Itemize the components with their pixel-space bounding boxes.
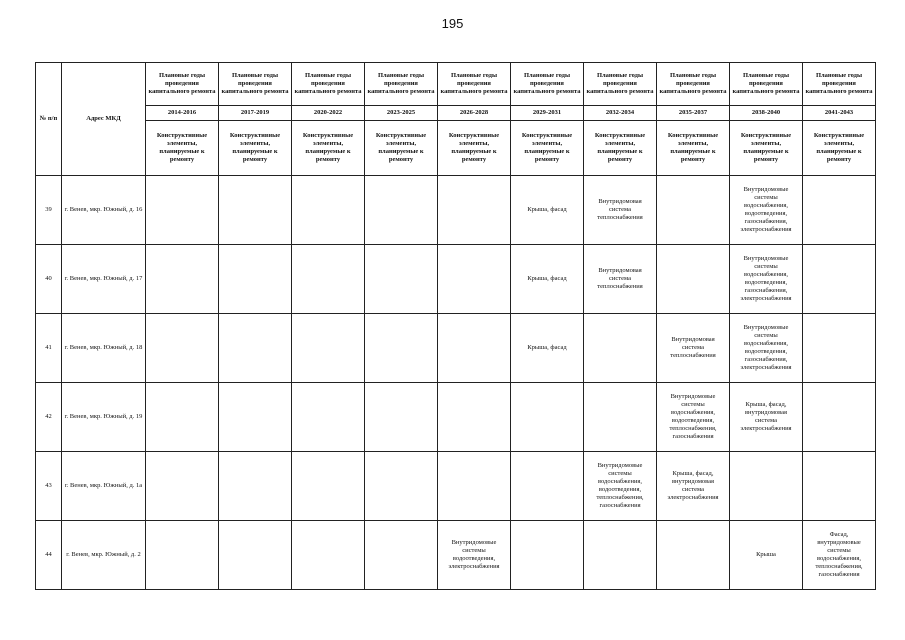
row-number: 40 (36, 245, 62, 314)
row-number: 41 (36, 314, 62, 383)
header-period-label: Плановые годы проведения капитального ремонта (657, 63, 730, 106)
schedule-cell (146, 245, 219, 314)
schedule-cell (219, 176, 292, 245)
row-address: г. Венев, мкр. Южный, д. 18 (62, 314, 146, 383)
schedule-cell (146, 176, 219, 245)
header-elements-label: Конструктивные элементы, планируемые к ремонту (584, 121, 657, 176)
schedule-cell: Крыша, фасад (511, 176, 584, 245)
table-row (36, 521, 876, 590)
header-period-label: Плановые годы проведения капитального ремонта (146, 63, 219, 106)
header-row-elements (36, 121, 876, 176)
schedule-cell (438, 245, 511, 314)
schedule-cell (146, 452, 219, 521)
schedule-cell (803, 314, 876, 383)
header-elements-label: Конструктивные элементы, планируемые к ремонту (803, 121, 876, 176)
header-elements-label: Конструктивные элементы, планируемые к ремонту (511, 121, 584, 176)
schedule-cell: Крыша (730, 521, 803, 590)
schedule-cell: Внутридомовые системы водоснабжения, водоотведения, теплоснабжения, газоснабжения (657, 383, 730, 452)
table-row (36, 314, 876, 383)
row-number: 43 (36, 452, 62, 521)
row-address: г. Венев, мкр. Южный, д. 17 (62, 245, 146, 314)
schedule-cell (292, 314, 365, 383)
header-years: 2023-2025 (365, 106, 438, 121)
schedule-cell (511, 452, 584, 521)
table-body (36, 176, 876, 590)
schedule-cell (219, 452, 292, 521)
header-elements-label: Конструктивные элементы, планируемые к ремонту (365, 121, 438, 176)
header-elements-label: Конструктивные элементы, планируемые к ремонту (657, 121, 730, 176)
schedule-cell (511, 383, 584, 452)
table-row (36, 245, 876, 314)
schedule-cell: Внутридомовые системы водоснабжения, водоотведения, газоснабжения, электроснабжения (730, 314, 803, 383)
schedule-cell (219, 521, 292, 590)
schedule-cell (292, 383, 365, 452)
schedule-cell (438, 452, 511, 521)
row-address: г. Венев, мкр. Южный, д. 19 (62, 383, 146, 452)
schedule-cell: Крыша, фасад, внутридомовая система электроснабжения (657, 452, 730, 521)
schedule-cell: Внутридомовая система теплоснабжения (657, 314, 730, 383)
schedule-cell (438, 383, 511, 452)
header-period-label: Плановые годы проведения капитального ремонта (219, 63, 292, 106)
schedule-cell (584, 521, 657, 590)
row-address: г. Венев, мкр. Южный, д. 2 (62, 521, 146, 590)
header-num: № п/п (36, 63, 62, 176)
schedule-cell (219, 383, 292, 452)
header-years: 2020-2022 (292, 106, 365, 121)
schedule-cell (438, 314, 511, 383)
schedule-cell (584, 314, 657, 383)
schedule-cell (292, 452, 365, 521)
header-elements-label: Конструктивные элементы, планируемые к ремонту (730, 121, 803, 176)
schedule-cell (219, 314, 292, 383)
header-years: 2041-2043 (803, 106, 876, 121)
schedule-cell (365, 314, 438, 383)
header-period-label: Плановые годы проведения капитального ремонта (584, 63, 657, 106)
schedule-cell: Крыша, фасад, внутридомовая система электроснабжения (730, 383, 803, 452)
row-number: 39 (36, 176, 62, 245)
schedule-cell (292, 176, 365, 245)
header-elements-label: Конструктивные элементы, планируемые к ремонту (146, 121, 219, 176)
schedule-cell (365, 452, 438, 521)
schedule-cell (365, 176, 438, 245)
header-years: 2014-2016 (146, 106, 219, 121)
header-address: Адрес МКД (62, 63, 146, 176)
header-period-label: Плановые годы проведения капитального ремонта (365, 63, 438, 106)
header-years: 2029-2031 (511, 106, 584, 121)
schedule-cell (146, 314, 219, 383)
schedule-cell (730, 452, 803, 521)
schedule-cell (511, 521, 584, 590)
table-row (36, 176, 876, 245)
header-row-years (36, 106, 876, 121)
schedule-cell: Крыша, фасад (511, 245, 584, 314)
schedule-cell (292, 521, 365, 590)
header-years: 2026-2028 (438, 106, 511, 121)
schedule-cell: Внутридомовая система теплоснабжения (584, 176, 657, 245)
schedule-cell: Внутридомовая система теплоснабжения (584, 245, 657, 314)
header-years: 2038-2040 (730, 106, 803, 121)
schedule-cell (365, 521, 438, 590)
schedule-cell (365, 383, 438, 452)
schedule-cell (292, 245, 365, 314)
schedule-cell: Внутридомовые системы водоснабжения, водоотведения, газоснабжения, электроснабжения (730, 245, 803, 314)
schedule-cell: Внутридомовые системы водоснабжения, водоотведения, газоснабжения, электроснабжения (730, 176, 803, 245)
header-elements-label: Конструктивные элементы, планируемые к ремонту (219, 121, 292, 176)
schedule-cell (803, 176, 876, 245)
header-period-label: Плановые годы проведения капитального ремонта (730, 63, 803, 106)
schedule-cell (365, 245, 438, 314)
row-number: 42 (36, 383, 62, 452)
header-period-label: Плановые годы проведения капитального ремонта (803, 63, 876, 106)
table-row (36, 452, 876, 521)
schedule-cell (146, 383, 219, 452)
header-years: 2032-2034 (584, 106, 657, 121)
row-number: 44 (36, 521, 62, 590)
page-number: 195 (441, 16, 464, 31)
table-row (36, 383, 876, 452)
header-row-periods (36, 63, 876, 106)
repair-schedule-table (35, 62, 876, 590)
header-elements-label: Конструктивные элементы, планируемые к ремонту (292, 121, 365, 176)
schedule-cell (438, 176, 511, 245)
header-years: 2035-2037 (657, 106, 730, 121)
header-period-label: Плановые годы проведения капитального ремонта (292, 63, 365, 106)
schedule-cell (803, 383, 876, 452)
schedule-cell (219, 245, 292, 314)
schedule-cell: Фасад, внутридомовые системы водоснабжения, теплоснабжения, газоснабжения (803, 521, 876, 590)
schedule-cell (657, 521, 730, 590)
schedule-cell (146, 521, 219, 590)
header-period-label: Плановые годы проведения капитального ремонта (438, 63, 511, 106)
row-address: г. Венев, мкр. Южный, д. 16 (62, 176, 146, 245)
schedule-cell: Внутридомовые системы водоотведения, электроснабжения (438, 521, 511, 590)
schedule-cell (803, 245, 876, 314)
schedule-cell: Внутридомовые системы водоснабжения, водоотведения, теплоснабжения, газоснабжения (584, 452, 657, 521)
schedule-cell (657, 245, 730, 314)
header-years: 2017-2019 (219, 106, 292, 121)
schedule-cell (657, 176, 730, 245)
schedule-cell: Крыша, фасад (511, 314, 584, 383)
row-address: г. Венев, мкр. Южный, д. 1а (62, 452, 146, 521)
header-period-label: Плановые годы проведения капитального ремонта (511, 63, 584, 106)
schedule-cell (584, 383, 657, 452)
schedule-cell (803, 452, 876, 521)
header-elements-label: Конструктивные элементы, планируемые к ремонту (438, 121, 511, 176)
